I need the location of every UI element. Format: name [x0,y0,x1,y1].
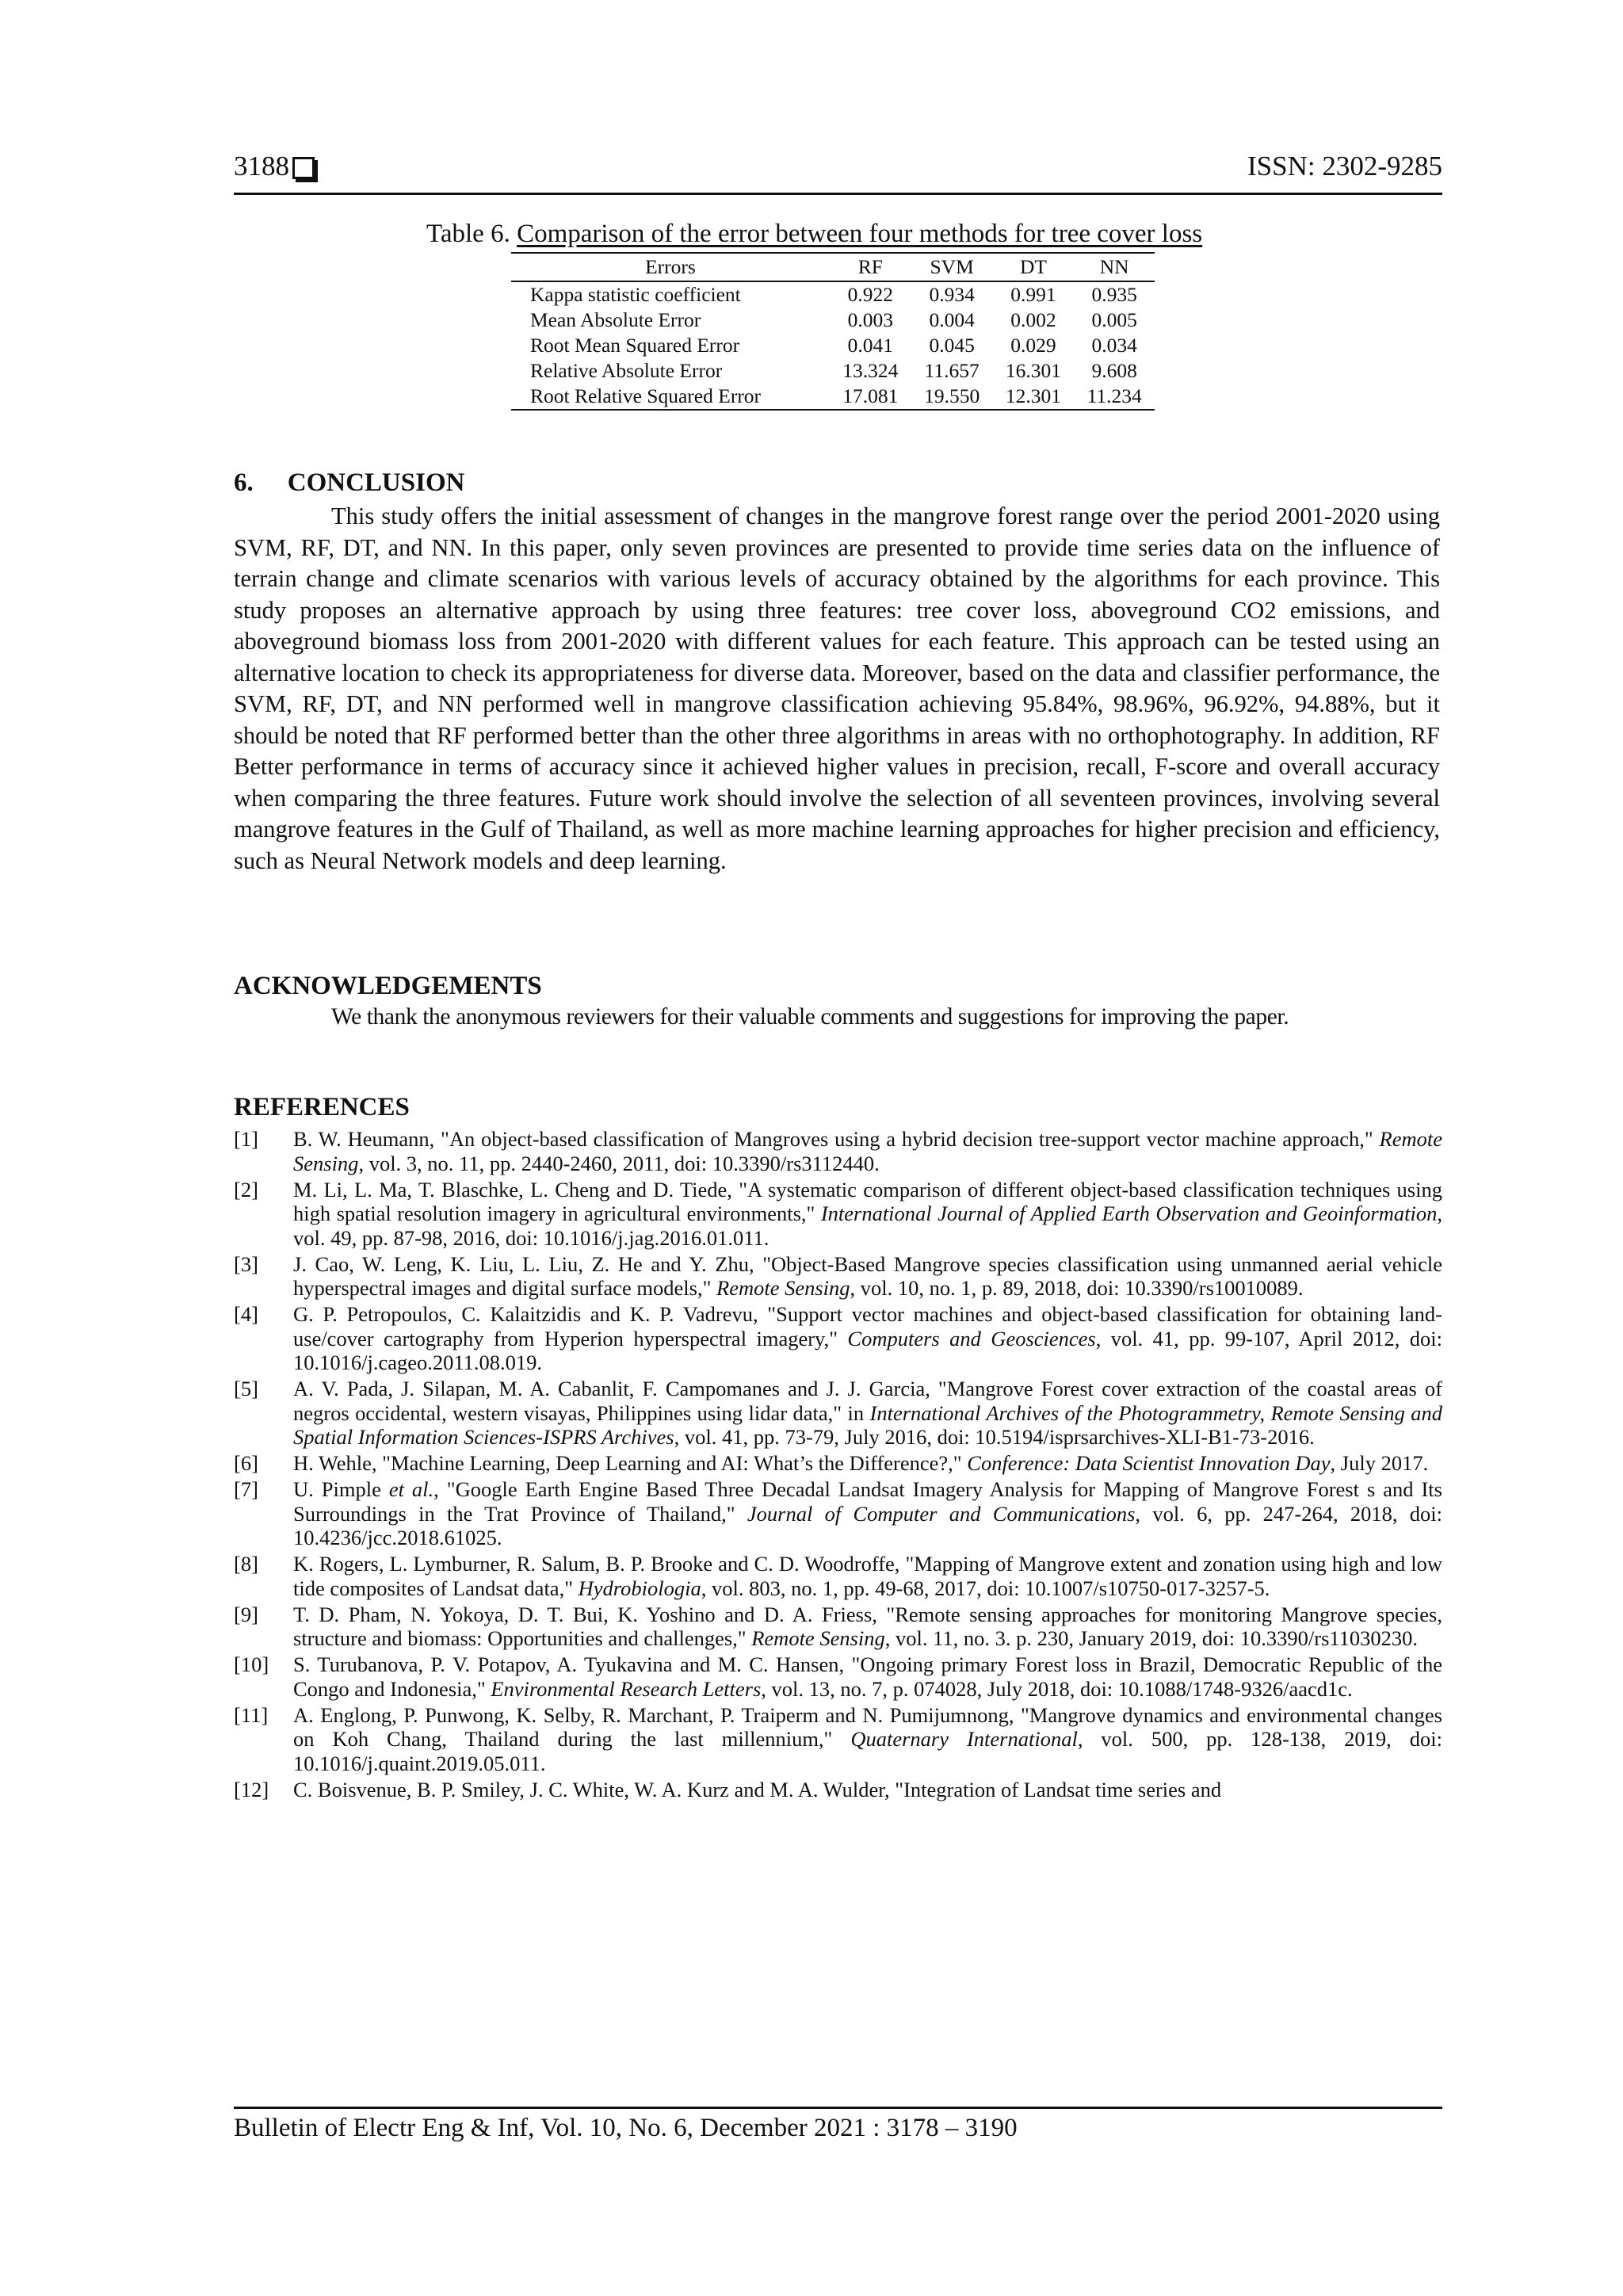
conclusion-paragraph: This study offers the initial assessment of changes in the mangrove forest range over the period 2001-2020 using SVM, RF, DT, and NN. In this paper, only seven provinces are presented to provide time series data on the influence of terrain change and climate scenarios with various levels of accuracy obtained by the algorithms for each province. This study proposes an alternative approach by using three features: tree cover loss, aboveground CO2 emissions, and aboveground biomass loss from 2001-2020 with different values for each feature. This approach can be tested using an alternative location to check its appropriateness for diverse data. Moreover, based on the data and classifier performance, the SVM, RF, DT, and NN performed well in mangrove classification achieving 95.84%, 98.96%, 96.92%, 94.88%, but it should be noted that RF performed better than the other three algorithms in areas with no orthophotography. In addition, RF Better performance in terms of accuracy since it achieved higher values in precision, recall, F-score and overall accuracy when comparing the three features. Future work should involve the selection of all seventeen provinces, involving several mangrove features in the Gulf of Thailand, as well as more machine learning approaches for higher precision and efficiency, such as Neural Network models and deep learning. [234,502,1440,874]
reference-item [234,1178,1442,1251]
reference-venue: Quaternary International [850,1727,1078,1751]
reference-number: [6] [234,1451,258,1475]
page-number: 3188 [234,151,289,181]
reference-text [293,1451,1442,1476]
reference-segment: T. D. Pham, N. Yokoya, D. T. Bui, K. Yoshino and D. A. Friess, "Remote sensing approaches for monitoring Mangrove species, structure and biomass: Opportunities and challenges," [293,1602,1442,1650]
table-cell: 0.934 [929,283,975,306]
conclusion-body [234,501,1440,877]
table-caption-prefix: Table 6. [426,220,517,248]
acknowledgements-paragraph: We thank the anonymous reviewers for their valuable comments and suggestions for improving the paper. [331,1004,1289,1030]
table-cell: 0.935 [1091,283,1137,306]
row-label: Mean Absolute Error [530,308,701,331]
table-cell: 17.081 [830,384,911,410]
reference-segment: K. Rogers, L. Lymburner, R. Salum, B. P. Brooke and C. D. Woodroffe, "Mapping of Mangrove extent and zonation using high and low tide composites of Landsat data," [293,1552,1442,1600]
reference-number: [12] [234,1777,269,1801]
table-caption-title: Comparison of the error between four methods for tree cover loss [517,220,1203,248]
reference-venue: Remote Sensing [716,1276,850,1300]
reference-number: [2] [234,1177,258,1201]
reference-venue: Remote Sensing [293,1127,1442,1175]
reference-segment: M. Li, L. Ma, T. Blaschke, L. Cheng and D. Tiede, "A systematic comparison of different object-based classification techniques using high spatial resolution imagery in agricultural environments," [293,1177,1442,1225]
reference-segment: , "Google Earth Engine Based Three Decadal Landsat Imagery Analysis for Mapping of Mangrove Forest s and Its Surroundings in the Trat Province of Thailand," [293,1477,1442,1526]
table-row [511,358,1155,384]
table-cell: 12.301 [993,384,1075,410]
reference-segment: A. V. Pada, J. Silapan, M. A. Cabanlit, F. Campomanes and J. J. Garcia, "Mangrove Forest cover extraction of the coastal areas of negros occidental, western visayas, Philippines using lidar data," in [293,1377,1442,1425]
row-label: Kappa statistic coefficient [530,283,741,306]
reference-text [293,1703,1442,1776]
table-row [511,333,1155,358]
header-rule [234,193,1442,195]
table-cell: 13.324 [842,359,899,382]
table-cell: 11.657 [924,359,980,382]
reference-segment: , vol. 11, no. 3. p. 230, January 2019, doi: 10.3390/rs11030230. [884,1626,1419,1650]
reference-segment: , vol. 803, no. 1, pp. 49-68, 2017, doi: 10.1007/s10750-017-3257-5. [701,1576,1270,1600]
reference-segment: S. Turubanova, P. V. Potapov, A. Tyukavina and M. C. Hansen, "Ongoing primary Forest loss in Brazil, Democratic Republic of the Congo and Indonesia," [293,1652,1442,1701]
acknowledgements-heading: ACKNOWLEDGEMENTS [234,972,542,1000]
table-caption [426,220,1202,249]
reference-text [293,1778,1442,1802]
conclusion-heading [234,468,464,498]
reference-number: [4] [234,1302,258,1326]
table-row [511,308,1155,333]
table-cell: 0.041 [847,334,893,357]
reference-text [293,1603,1442,1651]
reference-segment: , vol. 3, no. 11, pp. 2440-2460, 2011, doi: 10.3390/rs3112440. [358,1151,880,1175]
references-list [234,1127,1442,1804]
table-cell: 11.234 [1074,384,1155,410]
reference-text [293,1127,1442,1175]
reference-item [234,1127,1442,1175]
table-cell: 0.004 [929,308,975,331]
table-row [511,281,1155,308]
reference-number: [8] [234,1552,258,1576]
table-cell: 0.045 [929,334,975,357]
table-cell: 0.003 [847,308,893,331]
reference-text [293,1178,1442,1251]
reference-segment: G. P. Petropoulos, C. Kalaitzidis and K. P. Vadrevu, "Support vector machines and object-based classification for obtaining land-use/cover cartography from Hyperion hyperspectral imagery," [293,1302,1442,1350]
reference-number: [1] [234,1127,258,1151]
col-header: SVM [911,253,993,281]
reference-item [234,1451,1442,1476]
table-cell: 0.034 [1091,334,1137,357]
table-cell: 0.002 [1010,308,1056,331]
table-cell: 16.301 [1005,359,1061,382]
table-header-row [511,253,1155,281]
table-cell: 9.608 [1091,359,1137,382]
reference-segment: J. Cao, W. Leng, K. Liu, L. Liu, Z. He and Y. Zhu, "Object-Based Mangrove species classification using unmanned aerial vehicle hyperspectral images and digital surface models," [293,1251,1442,1300]
reference-segment: , vol. 500, pp. 128-138, 2019, doi: 10.1016/j.quaint.2019.05.011. [293,1727,1442,1775]
reference-venue: Hydrobiologia [578,1576,701,1600]
reference-number: [7] [234,1477,258,1501]
reference-item [234,1552,1442,1600]
reference-segment: , vol. 41, pp. 73-79, July 2016, doi: 10.5194/isprsarchives-XLI-B1-73-2016. [674,1425,1315,1449]
reference-text [293,1477,1442,1550]
reference-venue: Remote Sensing [751,1626,885,1650]
reference-venue: International Archives of the Photogrammetry, Remote Sensing and Spatial Information Sciences-ISPRS Archives [293,1400,1443,1449]
reference-text [293,1302,1442,1375]
error-table [511,252,1155,411]
reference-item [234,1603,1442,1651]
reference-text [293,1552,1442,1600]
reference-segment: , vol. 10, no. 1, p. 89, 2018, doi: 10.3390/rs10010089. [850,1276,1304,1300]
acknowledgements-body [234,1002,1440,1033]
reference-segment: , vol. 41, pp. 99-107, April 2012, doi: 10.1016/j.cageo.2011.08.019. [293,1326,1443,1374]
reference-segment: A. Englong, P. Punwong, K. Selby, R. Marchant, P. Traiperm and N. Pumijumnong, "Mangrove dynamics and environmental changes on Koh Chang, Thailand during the last millennium," [293,1702,1442,1751]
reference-number: [3] [234,1251,258,1276]
row-label: Root Relative Squared Error [511,384,830,410]
reference-number: [11] [234,1702,269,1727]
table-row [511,384,1155,410]
reference-item [234,1252,1442,1301]
reference-item [234,1778,1442,1802]
reference-number: [5] [234,1377,258,1400]
page-footer: Bulletin of Electr Eng & Inf, Vol. 10, No. 6, December 2021 : 3178 – 3190 [234,2114,1018,2142]
reference-segment: , July 2017. [1330,1451,1429,1475]
issn: ISSN: 2302-9285 [1247,151,1442,181]
reference-segment: H. Wehle, "Machine Learning, Deep Learning and AI: What’s the Difference?," [293,1451,968,1475]
page-header [234,151,1442,182]
section-number: 6. [234,468,254,497]
table-cell: 0.005 [1091,308,1137,331]
reference-segment: , vol. 13, no. 7, p. 074028, July 2018, doi: 10.1088/1748-9326/aacd1c. [761,1676,1353,1701]
reference-venue: et al. [388,1477,434,1501]
reference-segment: , vol. 49, pp. 87-98, 2016, doi: 10.1016/j.jag.2016.01.011. [293,1201,1442,1250]
header-left [234,151,315,182]
reference-venue: Environmental Research Letters [491,1676,762,1701]
reference-venue: International Journal of Applied Earth Observation and Geoinformation [820,1201,1438,1225]
reference-item [234,1377,1442,1450]
col-header: DT [993,253,1075,281]
reference-segment: U. Pimple [293,1477,389,1501]
reference-item [234,1302,1442,1375]
reference-item [234,1703,1442,1776]
references-heading: REFERENCES [234,1093,410,1121]
reference-venue: Computers and Geosciences [847,1326,1096,1350]
footer-rule [234,2107,1442,2109]
table-cell: 0.922 [847,283,893,306]
col-header: RF [830,253,911,281]
reference-text [293,1377,1442,1450]
reference-number: [9] [234,1602,258,1626]
reference-segment: , vol. 6, pp. 247-264, 2018, doi: 10.4236/jcc.2018.61025. [293,1501,1442,1549]
reference-text [293,1252,1442,1301]
reference-item [234,1652,1442,1701]
reference-number: [10] [234,1652,269,1676]
row-label: Root Mean Squared Error [530,334,740,357]
reference-segment: B. W. Heumann, "An object-based classification of Mangroves using a hybrid decision tree-support vector machine approach," [293,1127,1380,1151]
reference-text [293,1652,1442,1701]
reference-item [234,1477,1442,1550]
reference-segment: C. Boisvenue, B. P. Smiley, J. C. White, W. A. Kurz and M. A. Wulder, "Integration of Landsat time series and [293,1777,1222,1801]
table-cell: 19.550 [911,384,993,410]
row-label: Relative Absolute Error [530,359,723,382]
reference-venue: Journal of Computer and Communications [747,1501,1136,1526]
reference-venue: Conference: Data Scientist Innovation Day [967,1451,1331,1475]
box-icon [292,157,315,179]
col-header: NN [1074,253,1155,281]
col-header: Errors [511,253,830,281]
table-cell: 0.991 [1010,283,1056,306]
table-cell: 0.029 [1010,334,1056,357]
section-title: CONCLUSION [287,468,465,497]
